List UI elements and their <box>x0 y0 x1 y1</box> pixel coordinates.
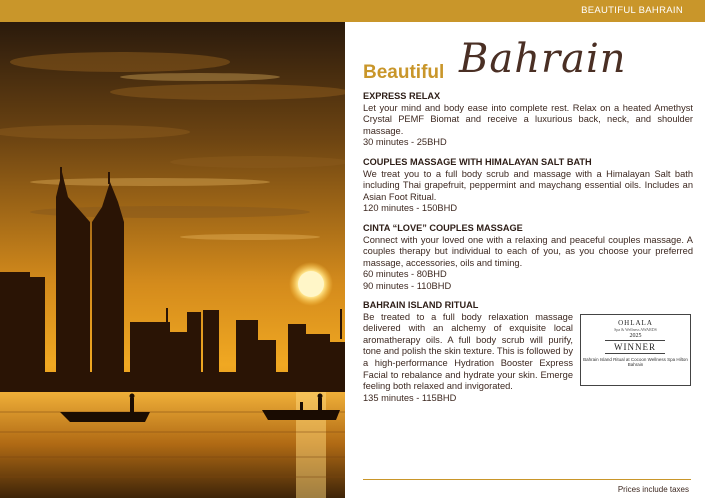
treatment-price: 90 minutes - 110BHD <box>363 280 452 291</box>
treatment-description: Connect with your loved one with a relaxing and peaceful couples massage. A couples therapy but individual to each of you, as you choose your preferred massage, accessories, oils and timing. <box>363 234 693 268</box>
title-plain: Beautiful <box>363 62 445 83</box>
award-description: Bahrain Island Ritual at Cocoon Wellness Spa Hilton Bahrain <box>583 357 688 367</box>
treatment-description: Be treated to a full body relaxation massage delivered with an alchemy of exquisite local aromatherapy oils. A full body scrub will purify, tone and polish the skin texture. This is followed by a high-performance Hydration Booster Express Facial to rebalance and hydrate your skin. Emerge feeling both relaxed and invigorated. <box>363 311 573 392</box>
treatment-heading: EXPRESS RELAX <box>363 91 441 101</box>
footer-divider <box>363 479 691 480</box>
treatment-heading: CINTA “LOVE” COUPLES MASSAGE <box>363 223 523 233</box>
treatment-express-relax <box>363 91 693 149</box>
treatment-cinta-love <box>363 223 693 293</box>
treatment-couples-massage <box>363 157 693 215</box>
treatment-price: 120 minutes - 150BHD <box>363 203 458 214</box>
treatment-price: 60 minutes - 80BHD <box>363 269 447 280</box>
award-subtitle: Spa & Wellness AWARDS <box>614 327 657 332</box>
header-label: BEAUTIFUL BAHRAIN <box>581 5 683 16</box>
header-bar <box>0 0 705 22</box>
treatment-heading: COUPLES MASSAGE WITH HIMALAYAN SALT BATH <box>363 157 592 167</box>
treatment-bahrain-island-ritual <box>363 300 573 404</box>
treatment-description: Let your mind and body ease into complete rest. Relax on a heated Amethyst Crystal PEMF Biomat and receive a luxurious back, neck, and shoulder massage. <box>363 102 693 136</box>
bahrain-sunset-photo <box>0 22 345 498</box>
page-title <box>363 36 693 88</box>
treatment-price: 30 minutes - 25BHD <box>363 137 447 148</box>
title-script: Bahrain <box>459 36 627 82</box>
award-winner: WINNER <box>605 340 665 354</box>
award-badge <box>580 314 691 386</box>
footer-note: Prices include taxes <box>617 485 689 494</box>
treatment-heading: BAHRAIN ISLAND RITUAL <box>363 300 479 310</box>
award-year: 2025 <box>629 333 642 339</box>
treatment-description: We treat you to a full body scrub and massage with a Himalayan Salt bath including Thai grapefruit, peppermint and maychang essential oils. Includes an Asian Foot Ritual. <box>363 168 693 202</box>
award-brand: OHLALA <box>618 319 653 327</box>
treatment-price: 135 minutes - 115BHD <box>363 392 457 403</box>
